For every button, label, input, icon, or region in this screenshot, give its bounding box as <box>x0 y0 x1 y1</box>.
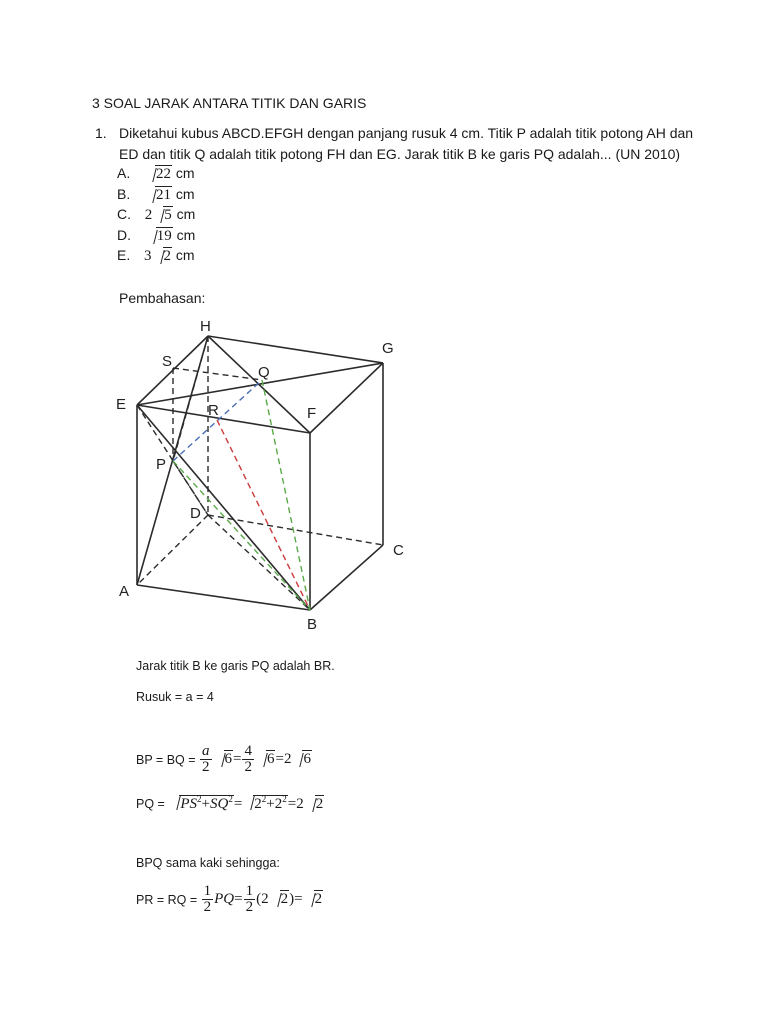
line-pb-green <box>173 461 310 610</box>
option-letter: C. <box>117 206 131 222</box>
line-eb <box>137 405 310 610</box>
label-h: H <box>200 318 211 335</box>
option-coef: 3 <box>144 248 152 264</box>
option-radicand: 19 <box>156 228 172 244</box>
option-unit: cm <box>175 247 195 263</box>
label-f: F <box>307 405 317 422</box>
bp-lhs: BP = BQ = <box>136 752 196 767</box>
pembahasan-heading: Pembahasan: <box>119 290 206 306</box>
line-qb-green <box>262 380 310 610</box>
option-coef: 2 <box>144 207 153 223</box>
pq-equation: PQ = $PS^2+SQ^2= 2^2+2^2=2$ 2 <box>136 794 324 812</box>
option-unit: cm <box>175 165 195 181</box>
bp-equation: BP = BQ = $\frac{a}{2}$ 6 = $\frac{4}{2}$ 6=2 6 <box>136 743 311 775</box>
question-text-line1: Diketahui kubus ABCD.EFGH dengan panjang rusuk 4 cm. Titik P adalah titik potong AH dan <box>119 125 694 141</box>
pr-equation: PR = RQ = $\frac{1}{2}$ PQ= $\frac{1}{2}$ (2 2)= 2 <box>136 883 323 915</box>
solution-line2: Rusuk = a = 4 <box>136 690 214 704</box>
label-b: B <box>307 616 318 633</box>
option-letter: D. <box>117 227 131 243</box>
bpq-note: BPQ sama kaki sehingga: <box>136 856 280 870</box>
label-g: G <box>382 340 394 357</box>
line-d-b <box>208 515 310 610</box>
edge-bc <box>310 545 383 610</box>
edge-gh <box>208 336 383 363</box>
option-letter: B. <box>117 186 131 202</box>
question-number: 1. <box>95 125 107 141</box>
option-unit: cm <box>176 227 196 243</box>
label-a: A <box>119 583 130 600</box>
option-unit: cm <box>176 206 196 222</box>
question-text-line2: ED dan titik Q adalah titik potong FH dan EG. Jarak titik B ke garis PQ adalah... (UN 2010) <box>119 146 681 162</box>
option-letter: A. <box>117 165 131 181</box>
label-e: E <box>116 396 127 413</box>
option-unit: cm <box>175 186 195 202</box>
label-d: D <box>190 505 201 522</box>
option-radicand: 5 <box>164 207 172 223</box>
page-title: 3 SOAL JARAK ANTARA TITIK DAN GARIS <box>92 95 367 111</box>
label-q: Q <box>258 364 270 381</box>
edge-ab <box>137 585 310 610</box>
pr-lhs: PR = RQ = <box>136 892 198 907</box>
option-letter: E. <box>117 247 131 263</box>
option-radicand: 2 <box>163 248 172 264</box>
line-rb-red <box>217 420 310 610</box>
solution-line1: Jarak titik B ke garis PQ adalah BR. <box>136 659 335 673</box>
option-radicand: 22 <box>156 166 172 182</box>
label-c: C <box>393 542 404 559</box>
label-p: P <box>156 456 167 473</box>
label-s: S <box>162 353 173 370</box>
label-r: R <box>208 402 219 419</box>
option-radicand: 21 <box>156 187 172 203</box>
pq-lhs: PQ = <box>136 796 165 811</box>
